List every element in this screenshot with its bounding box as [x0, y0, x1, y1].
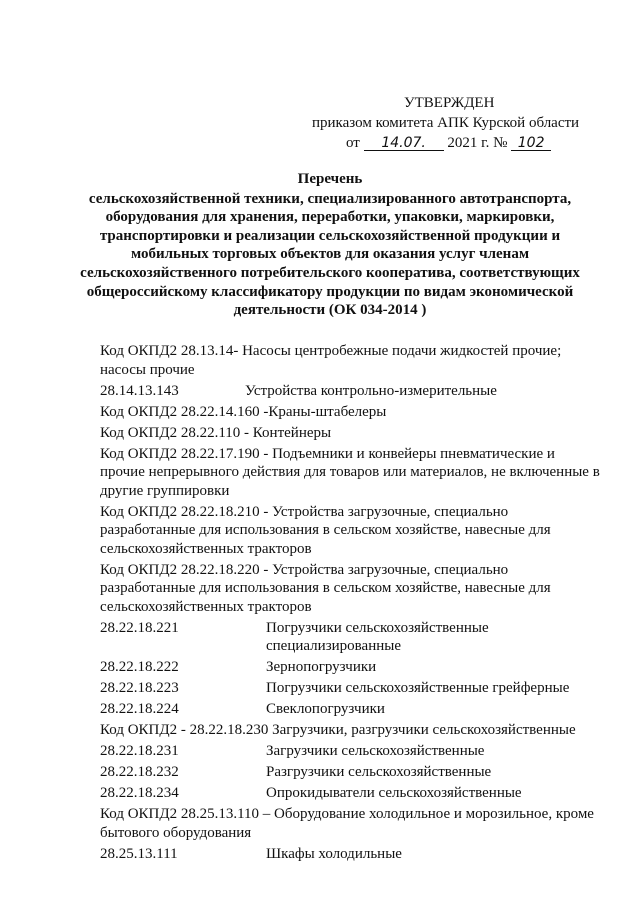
item-description: Погрузчики сельскохозяйственные грейферные	[266, 680, 570, 696]
item-code: 28.22.18.221	[100, 619, 179, 636]
document-title: Перечень	[297, 171, 363, 187]
list-item	[100, 700, 600, 719]
item-code: 28.14.13.143	[100, 382, 179, 399]
list-item	[100, 658, 600, 677]
list-item	[100, 763, 600, 782]
list-item: Код ОКПД2 28.22.17.190 - Подъемники и конвейеры пневматические и прочие непрерывного действия для товаров или материалов, не включенные в другие группировки	[100, 445, 600, 499]
item-description: Устройства контрольно-измерительные	[245, 382, 497, 399]
list-item	[100, 619, 600, 656]
list-item: Код ОКПД2 28.22.110 - Контейнеры	[100, 424, 332, 441]
approval-order-line: приказом комитета АПК Курской области	[312, 115, 580, 131]
list-item	[100, 742, 600, 761]
document-subtitle: сельскохозяйственной техники, специализированного автотранспорта, оборудования для хранения, переработки, упаковки, маркировки, транспортировки и реализации сельскохозяйственной продукции и мобильных торговых объектов для оказания услуг членам сельскохозяйственного потребительского кооператива, соответствующих общероссийскому классификатору продукции по видам экономической деятельности (ОК 034-2014 )	[80, 190, 580, 319]
item-code: 28.22.18.222	[100, 659, 179, 675]
order-date: 14.07.	[364, 136, 444, 151]
list-item	[100, 845, 600, 864]
item-code: 28.22.18.234	[100, 785, 179, 801]
item-description: Шкафы холодильные	[266, 845, 402, 862]
item-code: 28.25.13.111	[100, 845, 178, 862]
approval-date-line	[346, 135, 551, 152]
from-label: от	[346, 135, 360, 151]
approval-title: УТВЕРЖДЕН	[404, 95, 495, 111]
item-description: Свеклопогрузчики	[266, 701, 385, 717]
item-description: Загрузчики сельскохозяйственные	[266, 743, 485, 759]
list-item: Код ОКПД2 - 28.22.18.230 Загрузчики, разгрузчики сельскохозяйственные	[100, 722, 576, 738]
list-item	[100, 679, 600, 698]
item-description: Погрузчики сельскохозяйственные специализированные	[266, 619, 489, 654]
list-item: Код ОКПД2 28.25.13.110 – Оборудование холодильное и морозильное, кроме бытового оборудования	[100, 806, 594, 841]
item-description: Зернопогрузчики	[266, 659, 377, 675]
code-list	[100, 342, 600, 866]
list-item: Код ОКПД2 28.22.14.160 -Краны-штабелеры	[100, 403, 387, 420]
item-code: 28.22.18.223	[100, 680, 179, 696]
list-item: Код ОКПД2 28.22.18.210 - Устройства загрузочные, специально разработанные для использования в сельском хозяйстве, навесные для сельскохозяйственных тракторов	[100, 503, 551, 557]
order-number: 102	[511, 136, 551, 151]
item-code: 28.22.18.224	[100, 701, 179, 717]
document-heading	[60, 170, 600, 320]
item-description: Разгрузчики сельскохозяйственные	[266, 764, 492, 780]
year-label: 2021 г. №	[447, 135, 508, 151]
item-code: 28.22.18.232	[100, 764, 179, 780]
item-code: 28.22.18.231	[100, 743, 179, 759]
list-item	[100, 784, 600, 803]
list-item	[100, 382, 600, 401]
list-item: Код ОКПД2 28.13.14- Насосы центробежные подачи жидкостей прочие; насосы прочие	[100, 343, 562, 378]
list-item: Код ОКПД2 28.22.18.220 - Устройства загрузочные, специально разработанные для использования в сельском хозяйстве, навесные для сельскохозяйственных тракторов	[100, 561, 551, 615]
item-description: Опрокидыватели сельскохозяйственные	[266, 785, 522, 801]
